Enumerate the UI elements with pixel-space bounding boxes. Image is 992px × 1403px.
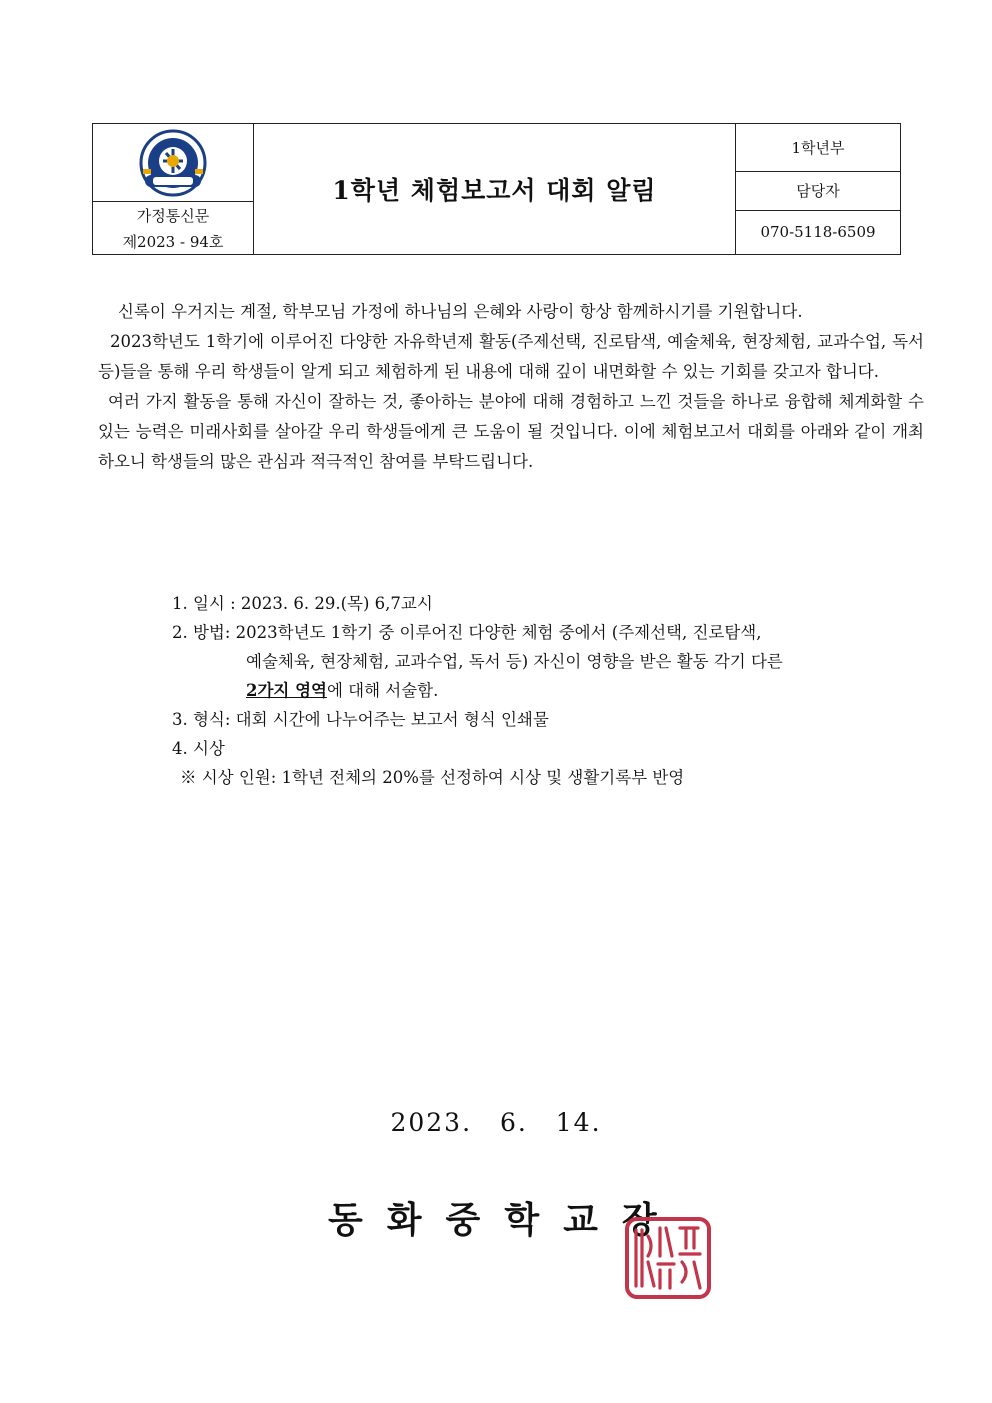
list-item-format: 3. 형식: 대회 시간에 나누어주는 보고서 형식 인쇄물 xyxy=(172,710,549,729)
school-logo-icon xyxy=(133,129,213,197)
method-end-text: 에 대해 서술함. xyxy=(326,681,439,700)
header-table xyxy=(92,123,901,255)
doc-title: 1학년 체험보고서 대회 알림 xyxy=(254,124,736,254)
header-left-cell xyxy=(93,124,254,254)
body-text xyxy=(98,297,924,477)
doc-number: 제2023 - 94호 xyxy=(122,232,224,251)
list-item-method-cont2 xyxy=(172,676,892,705)
issue-date: 2023. 6. 14. xyxy=(390,1108,602,1137)
list-item-method: 2. 방법: 2023학년도 1학기 중 이루어진 다양한 체험 중에서 (주제선택, 진로탐색, xyxy=(172,623,762,642)
logo-cell xyxy=(93,124,253,202)
award-note: ※ 시상 인원: 1학년 전체의 20%를 선정하여 시상 및 생활기록부 반영 xyxy=(180,768,685,787)
dept-label: 1학년부 xyxy=(736,124,900,172)
doc-type: 가정통신문 xyxy=(136,206,210,225)
list-item-award: 4. 시상 xyxy=(172,739,225,758)
contact-label: 담당자 xyxy=(736,172,900,210)
paragraph-request: 여러 가지 활동을 통해 자신이 잘하는 것, 좋아하는 분야에 대해 경험하고 느낀 것들을 하나로 융합해 체계화할 수 있는 능력은 미래사회를 살아갈 우리 학생들에게 큰 도움이 될 것입니다. 이에 체험보고서 대회를 아래와 같이 개최하오니 학생들의 많은 관심과 적극적인 참여를 부탁드립니다. xyxy=(98,392,924,471)
header-right-cell xyxy=(736,124,900,254)
paragraph-greeting: 신록이 우거지는 계절, 학부모님 가정에 하나님의 은혜와 사랑이 항상 함께하시기를 기원합니다. xyxy=(118,302,803,321)
details-list xyxy=(172,589,892,792)
school-seal-icon xyxy=(624,1216,712,1300)
principal-signature: 동화중학교장 xyxy=(328,1199,681,1241)
paragraph-purpose: 2023학년도 1학기에 이루어진 다양한 자유학년제 활동(주제선택, 진로탐색, 예술체육, 현장체험, 교과수업, 독서 등)들을 통해 우리 학생들이 알게 되고 체험하게 된 내용에 대해 깊이 내면화할 수 있는 기회를 갖고자 합니다. xyxy=(98,332,924,381)
list-item-date: 1. 일시 : 2023. 6. 29.(목) 6,7교시 xyxy=(172,594,433,613)
emphasis-two-areas: 2가지 영역 xyxy=(246,681,327,700)
contact-phone: 070-5118-6509 xyxy=(760,223,876,242)
list-item-method-cont: 예술체육, 현장체험, 교과수업, 독서 등) 자신이 영향을 받은 활동 각기 다른 xyxy=(246,652,783,671)
